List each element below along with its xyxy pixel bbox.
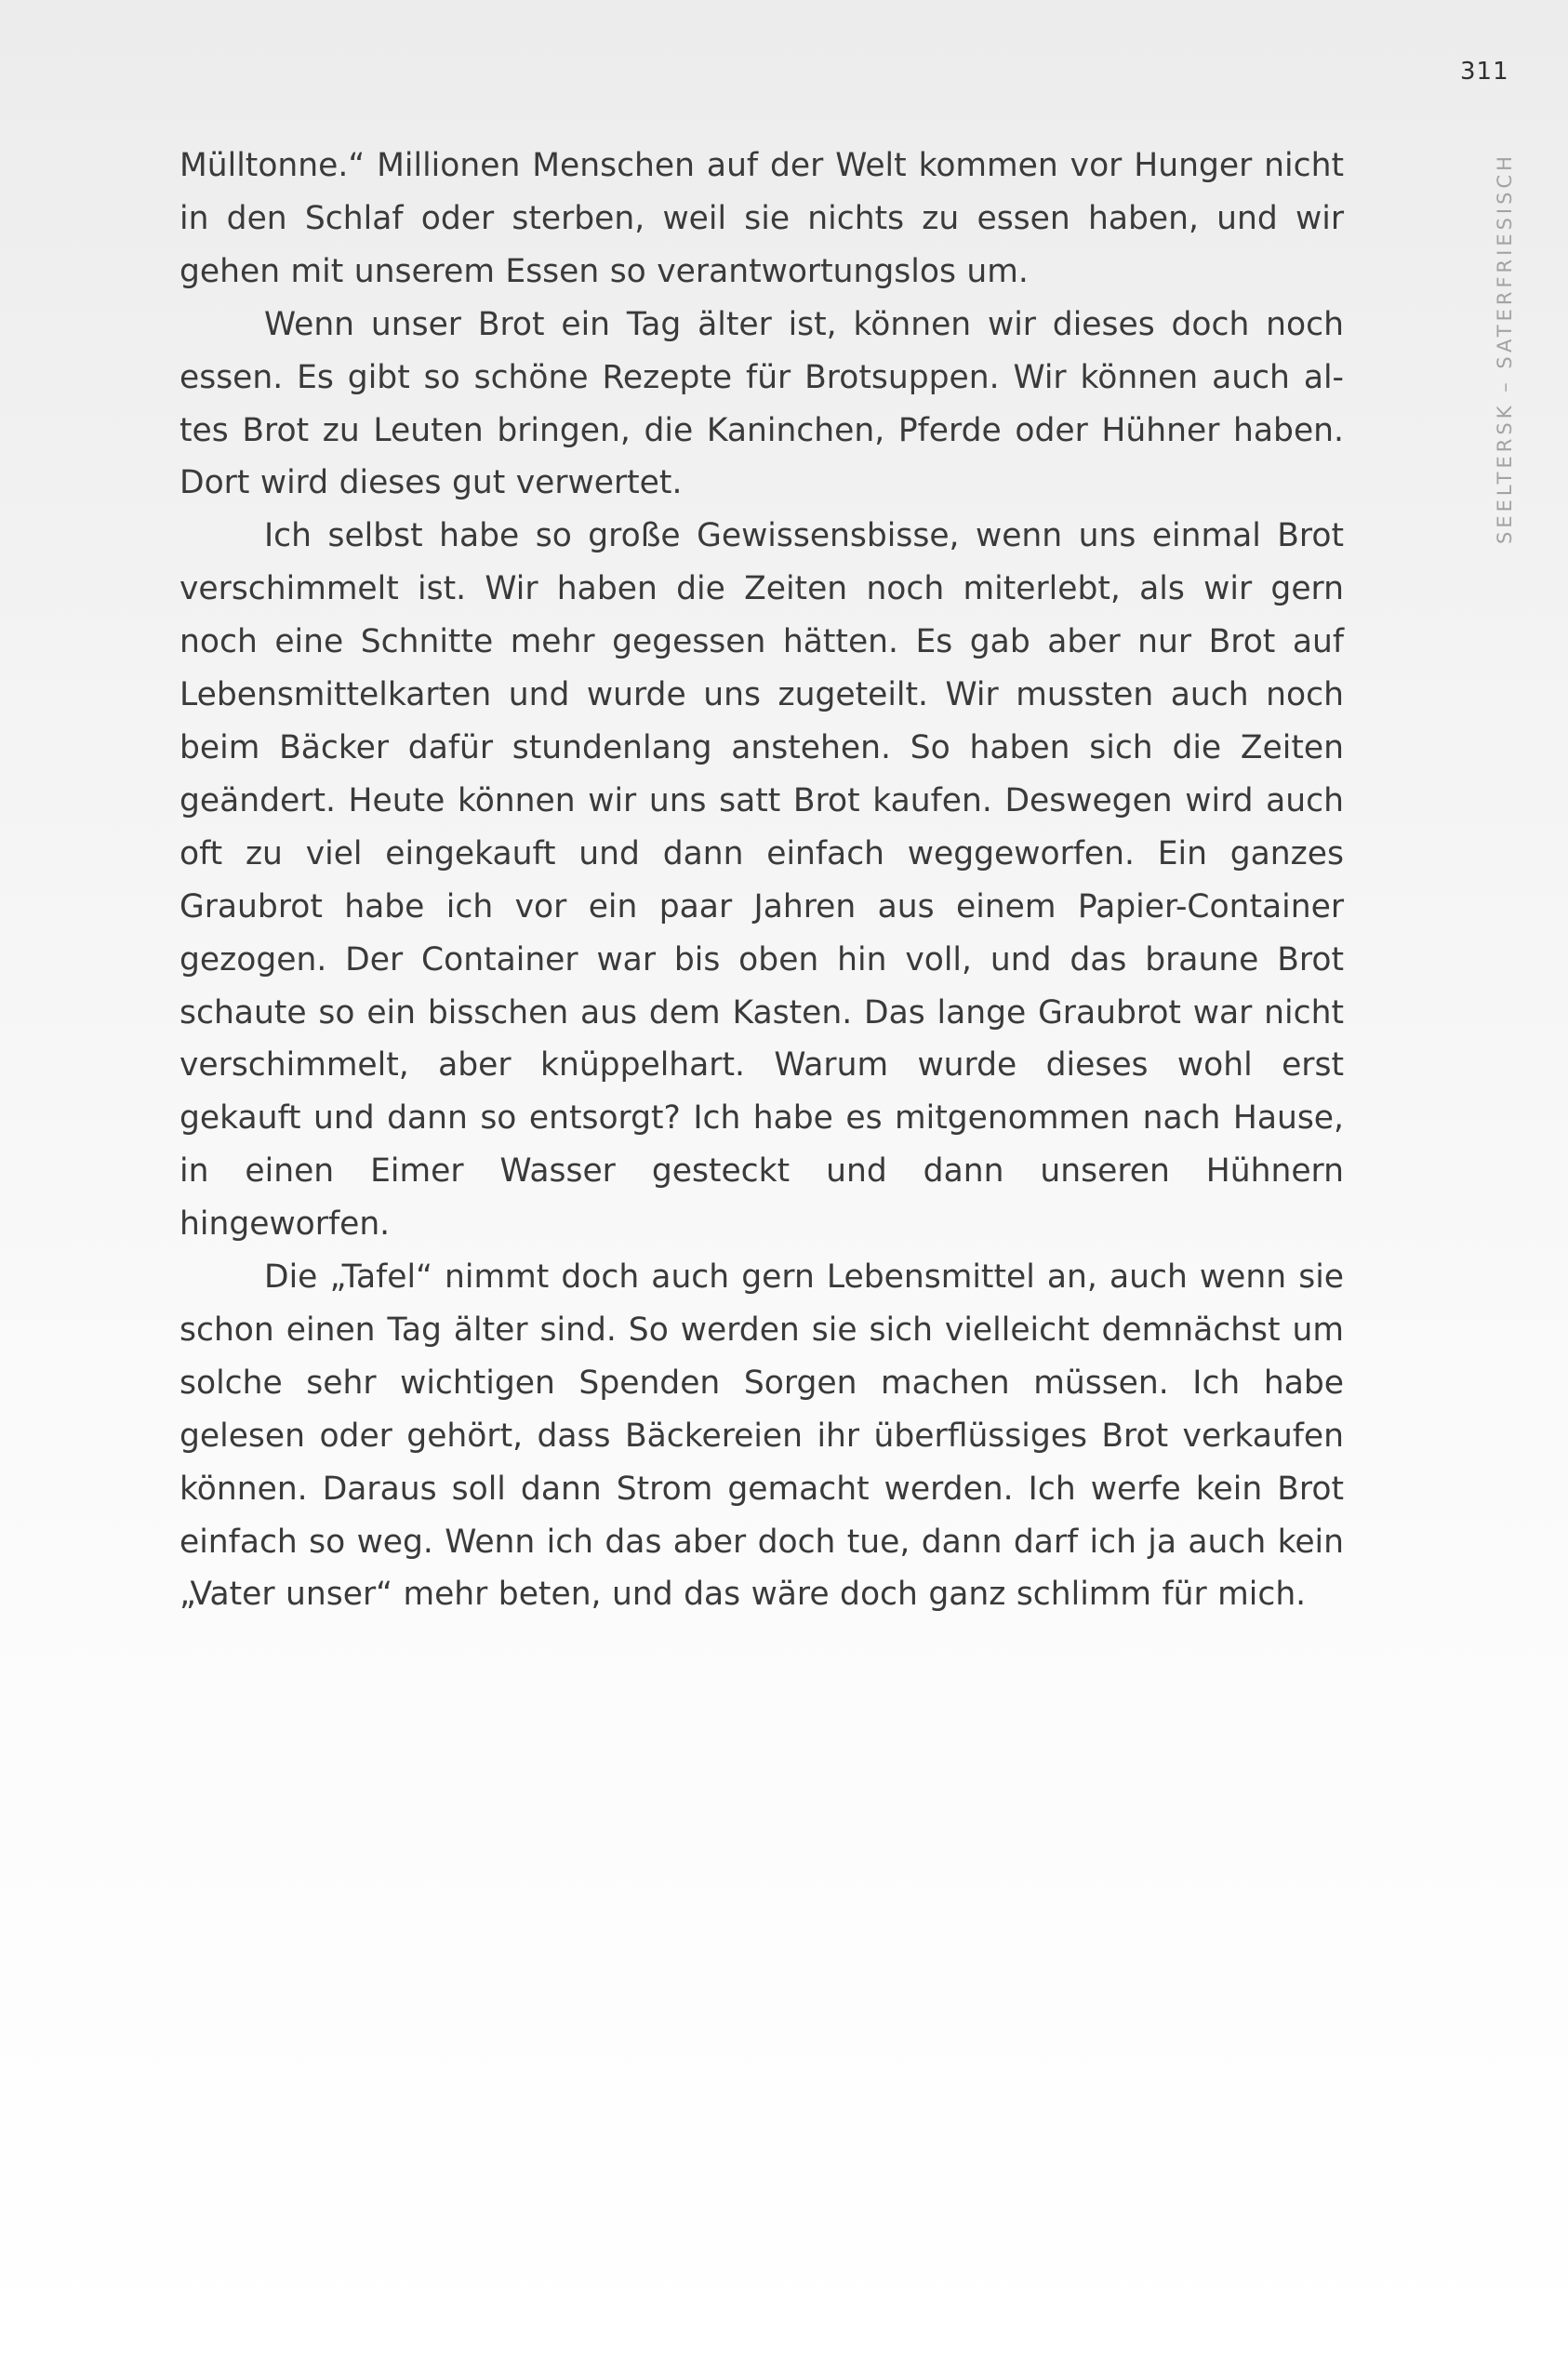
paragraph-3: Ich selbst habe so große Gewissensbisse, wenn uns einmal Brot verschimmelt ist. Wir haben die Zeiten noch miterlebt, als wir gern noch eine Schnitte mehr gegessen hätten. Es gab aber nur Brot auf Lebensmittelkarten und wurde uns zugeteilt. Wir mussten auch noch beim Bäcker dafür stundenlang anstehen. So haben sich die Zeiten geändert. Heute können wir uns satt Brot kaufen. Deswegen wird auch oft zu viel eingekauft und dann einfach weggeworfen. Ein ganzes Graubrot habe ich vor ein paar Jahren aus einem Papier-Container gezogen. Der Container war bis oben hin voll, und das braune Brot schaute so ein bisschen aus dem Kasten. Das lange Graubrot war nicht verschimmelt, aber knüppelhart. Warum wurde dieses wohl erst gekauft und dann so entsorgt? Ich habe es mitgenommen nach Hause, in einen Eimer Wasser gesteckt und dann unseren Hühnern hingeworfen. bbox=[179, 517, 1344, 1244]
paragraph-4: Die „Tafel“ nimmt doch auch gern Lebensmittel an, auch wenn sie schon einen Tag älter sind. So werden sie sich vielleicht demnächst um solche sehr wichtigen Spenden Sorgen machen müssen. Ich habe gelesen oder gehört, dass Bäckereien ihr überflüssiges Brot verkaufen können. Daraus soll dann Strom gemacht werden. Ich werfe kein Brot einfach so weg. Wenn ich das aber doch tue, dann darf ich ja auch kein „Vater unser“ mehr beten, und das wäre doch ganz schlimm für mich. bbox=[179, 1258, 1344, 1614]
running-head: SEELTERSK – SATERFRIESISCH bbox=[1494, 153, 1516, 544]
body-text bbox=[179, 140, 1344, 1621]
paragraph-2: Wenn unser Brot ein Tag älter ist, können wir dieses doch noch essen. Es gibt so schöne Rezepte für Brotsuppen. Wir können auch altes Brot zu Leuten bringen, die Kaninchen, Pferde oder Hühner haben. Dort wird dieses gut verwertet. bbox=[179, 305, 1344, 502]
page-number: 311 bbox=[1460, 58, 1509, 86]
paragraph-1: Mülltonne.“ Millionen Menschen auf der Welt kommen vor Hunger nicht in den Schlaf oder sterben, weil sie nichts zu essen haben, und wir gehen mit unserem Essen so verantwortungslos um. bbox=[179, 147, 1344, 290]
